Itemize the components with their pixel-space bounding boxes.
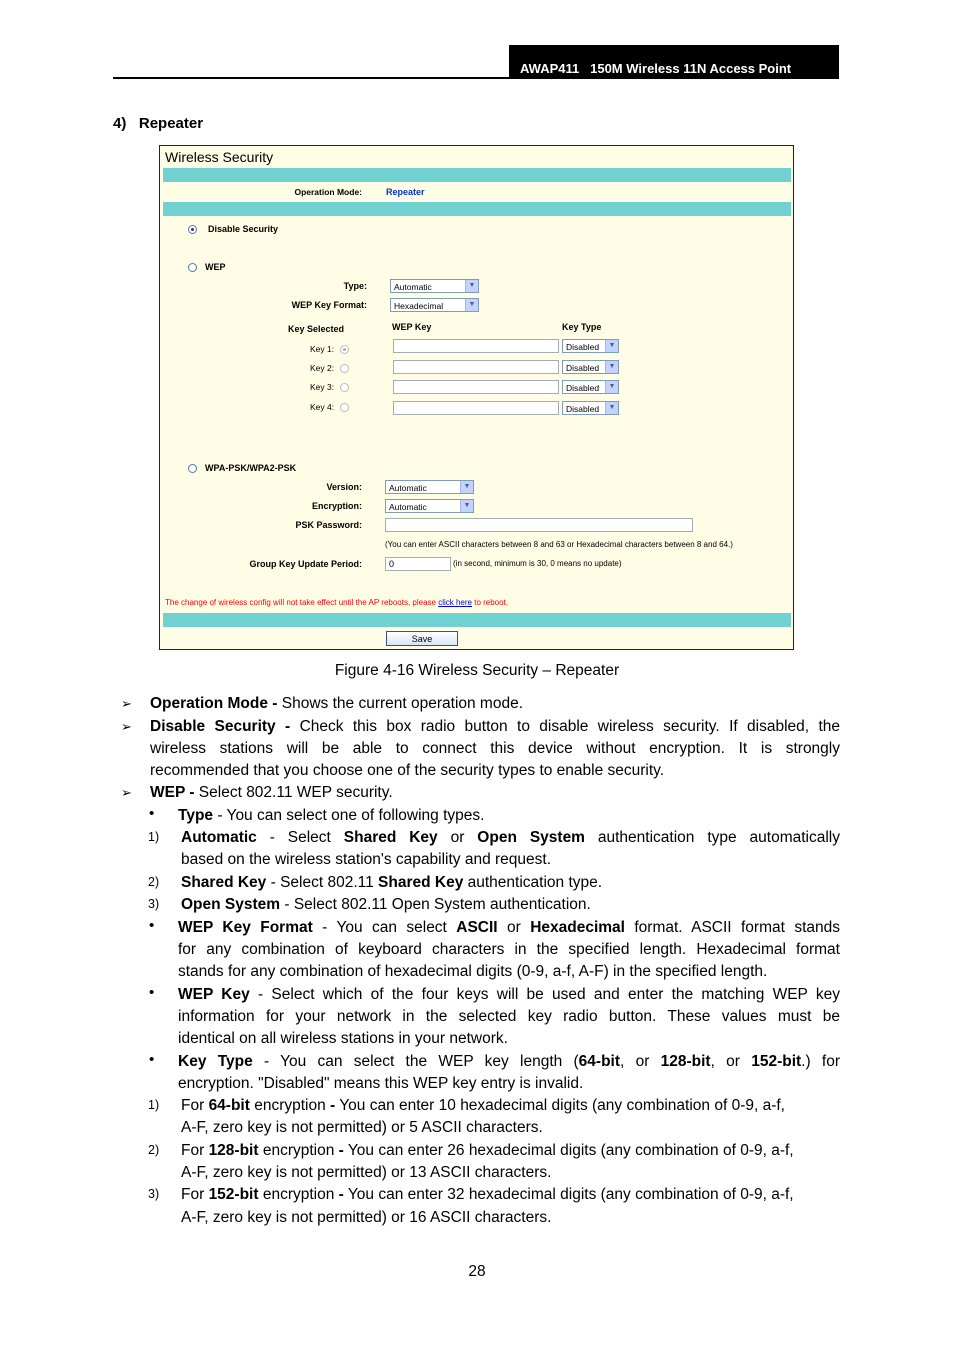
bit128-term: 128-bit	[208, 1142, 259, 1159]
figure-caption: Figure 4-16 Wireless Security – Repeater	[334, 662, 620, 679]
key4-label: Key 4:	[310, 402, 335, 412]
key-type-sep-2: , or	[710, 1053, 752, 1070]
wep-key-format-term: WEP Key Format	[178, 919, 313, 936]
disable-security-label: Disable Security	[208, 224, 279, 234]
chevron-down-icon: ▼	[605, 340, 618, 352]
automatic-shared-key: Shared Key	[343, 829, 438, 846]
header-model: AWAP411	[520, 61, 580, 76]
header-bar	[163, 168, 791, 182]
type-desc: - You can select one of following types.	[213, 807, 485, 824]
key1-type-value: Disabled	[566, 342, 600, 352]
key1-radio[interactable]	[340, 345, 349, 354]
bit128-dash: -	[338, 1142, 344, 1159]
bit152-enc: encryption	[258, 1186, 339, 1203]
header-rule	[113, 77, 839, 79]
list-number: 2)	[148, 875, 160, 889]
arrow-bullet-icon: ➢	[121, 696, 132, 711]
key-type-152: 152-bit	[751, 1053, 802, 1070]
key4-input[interactable]	[393, 401, 559, 415]
key-type-64: 64-bit	[578, 1053, 621, 1070]
wep-text	[150, 782, 393, 804]
automatic-text-2: based on the wireless station's capability and request.	[181, 851, 552, 868]
key4-type-select[interactable]	[562, 401, 619, 415]
wep-key-term: WEP Key	[178, 986, 250, 1003]
key3-label: Key 3:	[310, 382, 335, 392]
bit64-text-2: A-F, zero key is not permitted) or 5 ASCII characters.	[181, 1119, 543, 1136]
wep-key-format-text-3: stands for any combination of hexadecimal digits (0-9, a-f, A-F) in the specified length.	[178, 963, 768, 980]
operation-mode-label: Operation Mode:	[294, 187, 362, 197]
bit128-for: For	[181, 1142, 209, 1159]
open-system-term: Open System	[181, 896, 281, 913]
key2-radio[interactable]	[340, 364, 349, 373]
wep-key-format-label: WEP Key Format:	[291, 300, 367, 310]
key2-input[interactable]	[393, 360, 559, 374]
chevron-down-icon: ▼	[605, 402, 618, 414]
key2-label: Key 2:	[310, 363, 335, 373]
automatic-desc: - Select	[256, 829, 344, 846]
wep-key-text-2: information for your network in the selected key radio button. These values must be	[178, 1008, 840, 1025]
wep-radio[interactable]	[188, 263, 197, 272]
bit152-for: For	[181, 1186, 209, 1203]
bit64-text-1	[181, 1095, 785, 1117]
bullet-icon: •	[149, 917, 155, 934]
disable-security-radio[interactable]	[188, 225, 197, 234]
key4-type-value: Disabled	[566, 404, 600, 414]
shared-key-term-2: Shared Key	[378, 874, 464, 891]
key3-type-select[interactable]	[562, 380, 619, 394]
version-label: Version:	[326, 482, 362, 492]
reboot-warning-tail: to reboot.	[472, 598, 509, 607]
wep-key-format-desc-tail: format. ASCII format stands	[624, 919, 840, 936]
wep-key-format-value: Hexadecimal	[394, 301, 444, 311]
bit152-term: 152-bit	[208, 1186, 259, 1203]
key-type-term: Key Type	[178, 1053, 253, 1070]
bit64-desc: You can enter 10 hexadecimal digits (any combination of 0-9, a-f,	[335, 1097, 785, 1114]
group-key-label: Group Key Update Period:	[249, 559, 362, 569]
wep-key-header: WEP Key	[392, 322, 432, 332]
open-system-text	[181, 894, 591, 916]
list-number: 3)	[148, 1187, 160, 1201]
encryption-select[interactable]	[385, 499, 474, 513]
section-number: 4)	[113, 115, 127, 132]
type-label: Type:	[343, 281, 367, 291]
wpa-label: WPA-PSK/WPA2-PSK	[205, 463, 297, 473]
bit152-text-2: A-F, zero key is not permitted) or 16 ASCII characters.	[181, 1209, 552, 1226]
op-mode-term: Operation Mode -	[150, 695, 278, 712]
ascii-term: ASCII	[456, 919, 498, 936]
footer-bar	[163, 613, 791, 627]
wpa-radio[interactable]	[188, 464, 197, 473]
wep-key-desc: - Select which of the four keys will be used and enter the matching WEP key	[249, 986, 840, 1003]
key3-input[interactable]	[393, 380, 559, 394]
op-mode-text	[150, 693, 523, 715]
automatic-desc-tail: authentication type automatically	[584, 829, 840, 846]
key-selected-header: Key Selected	[288, 324, 345, 334]
psk-password-input[interactable]	[385, 518, 693, 532]
section-name: Repeater	[138, 115, 204, 132]
key-type-128: 128-bit	[660, 1053, 711, 1070]
chevron-down-icon: ▼	[605, 381, 618, 393]
wep-key-format-desc: - You can select	[312, 919, 457, 936]
save-button[interactable]: Save	[386, 631, 458, 646]
key1-type-select[interactable]	[562, 339, 619, 353]
automatic-open-system: Open System	[477, 829, 585, 846]
wep-label: WEP	[205, 262, 226, 272]
reboot-warning-text: The change of wireless config will not take effect until the AP reboots, please	[165, 598, 439, 607]
shared-key-desc: - Select 802.11	[266, 874, 379, 891]
open-system-desc: - Select 802.11 Open System authentication.	[280, 896, 591, 913]
key-type-desc: - You can select the WEP key length (	[252, 1053, 579, 1070]
key-type-sep-1: , or	[620, 1053, 661, 1070]
wep-key-text-3: identical on all wireless stations in your network.	[178, 1030, 508, 1047]
wep-key-format-text-1	[178, 917, 840, 939]
panel-title: Wireless Security	[165, 149, 274, 165]
version-select[interactable]	[385, 480, 474, 494]
type-term: Type	[178, 807, 214, 824]
bit64-dash: -	[330, 1097, 336, 1114]
list-number: 3)	[148, 897, 160, 911]
header-banner	[509, 45, 839, 78]
op-mode-desc: Shows the current operation mode.	[277, 695, 524, 712]
shared-key-term: Shared Key	[181, 874, 267, 891]
key2-type-select[interactable]	[562, 360, 619, 374]
hexadecimal-term: Hexadecimal	[530, 919, 625, 936]
psk-hint: (You can enter ASCII characters between 8 and 63 or Hexadecimal characters between 8 and 64.)	[385, 540, 733, 549]
key4-radio[interactable]	[340, 403, 349, 412]
reboot-warning	[165, 598, 508, 607]
key2-type-value: Disabled	[566, 363, 600, 373]
page-number: 28	[468, 1263, 486, 1280]
list-number: 1)	[148, 1098, 160, 1112]
arrow-bullet-icon: ➢	[121, 719, 132, 734]
bit128-text-2: A-F, zero key is not permitted) or 13 ASCII characters.	[181, 1164, 552, 1181]
key3-radio[interactable]	[340, 383, 349, 392]
automatic-text-1	[181, 827, 840, 849]
wep-term: WEP -	[150, 784, 195, 801]
disable-security-text-3: recommended that you choose one of the security types to enable security.	[150, 762, 665, 779]
bit128-enc: encryption	[258, 1142, 339, 1159]
bit152-text-1	[181, 1184, 794, 1206]
type-select-value: Automatic	[394, 282, 432, 292]
type-select[interactable]	[390, 279, 479, 293]
bullet-icon: •	[149, 984, 155, 1001]
automatic-or: or	[437, 829, 478, 846]
wep-key-format-text-2: for any combination of keyboard characters in the specified length. Hexadecimal format	[178, 941, 840, 958]
disable-security-text-1	[150, 716, 840, 738]
key1-input[interactable]	[393, 339, 559, 353]
type-text	[178, 805, 484, 827]
key-type-text-2: encryption. "Disabled" means this WEP key entry is invalid.	[178, 1075, 584, 1092]
encryption-label: Encryption:	[311, 501, 362, 511]
arrow-bullet-icon: ➢	[121, 785, 132, 800]
chevron-down-icon: ▼	[605, 361, 618, 373]
group-key-input[interactable]: 0	[385, 557, 451, 571]
list-number: 1)	[148, 830, 160, 844]
key-type-text-1	[178, 1051, 840, 1073]
encryption-value: Automatic	[389, 502, 427, 512]
list-number: 2)	[148, 1143, 160, 1157]
shared-key-text	[181, 872, 602, 894]
wireless-security-panel	[159, 145, 794, 650]
bit64-enc: encryption	[249, 1097, 331, 1114]
shared-key-desc-tail: authentication type.	[463, 874, 603, 891]
wep-desc: Select 802.11 WEP security.	[194, 784, 393, 801]
click-here-link[interactable]: click here	[438, 598, 472, 607]
bit152-dash: -	[338, 1186, 344, 1203]
bit128-desc: You can enter 26 hexadecimal digits (any combination of 0-9, a-f,	[343, 1142, 794, 1159]
bit64-term: 64-bit	[208, 1097, 250, 1114]
disable-security-desc: Check this box radio button to disable wireless security. If disabled, the	[290, 718, 841, 735]
wep-key-format-select[interactable]	[390, 298, 479, 312]
key-type-header: Key Type	[562, 322, 602, 332]
psk-password-label: PSK Password:	[295, 520, 362, 530]
divider-bar	[163, 202, 791, 216]
wep-key-text-1	[178, 984, 840, 1006]
key-type-desc-tail: .) for	[801, 1053, 840, 1070]
key1-label: Key 1:	[310, 344, 335, 354]
disable-security-text-2: wireless stations will be able to connect this device without encryption. It is strongly	[150, 740, 840, 757]
chevron-down-icon: ▼	[465, 280, 478, 292]
bit152-desc: You can enter 32 hexadecimal digits (any combination of 0-9, a-f,	[343, 1186, 794, 1203]
chevron-down-icon: ▼	[460, 481, 473, 493]
header-product: 150M Wireless 11N Access Point	[590, 61, 792, 76]
section-title	[113, 115, 203, 132]
operation-mode-value: Repeater	[386, 187, 425, 197]
chevron-down-icon: ▼	[465, 299, 478, 311]
automatic-term: Automatic	[181, 829, 257, 846]
group-key-hint: (in second, minimum is 30, 0 means no update)	[453, 559, 622, 568]
bit128-text-1	[181, 1140, 794, 1162]
key3-type-value: Disabled	[566, 383, 600, 393]
disable-security-term: Disable Security -	[150, 718, 291, 735]
bit64-for: For	[181, 1097, 209, 1114]
bullet-icon: •	[149, 1051, 155, 1068]
version-value: Automatic	[389, 483, 427, 493]
bullet-icon: •	[149, 805, 155, 822]
wep-key-format-or: or	[497, 919, 531, 936]
chevron-down-icon: ▼	[460, 500, 473, 512]
